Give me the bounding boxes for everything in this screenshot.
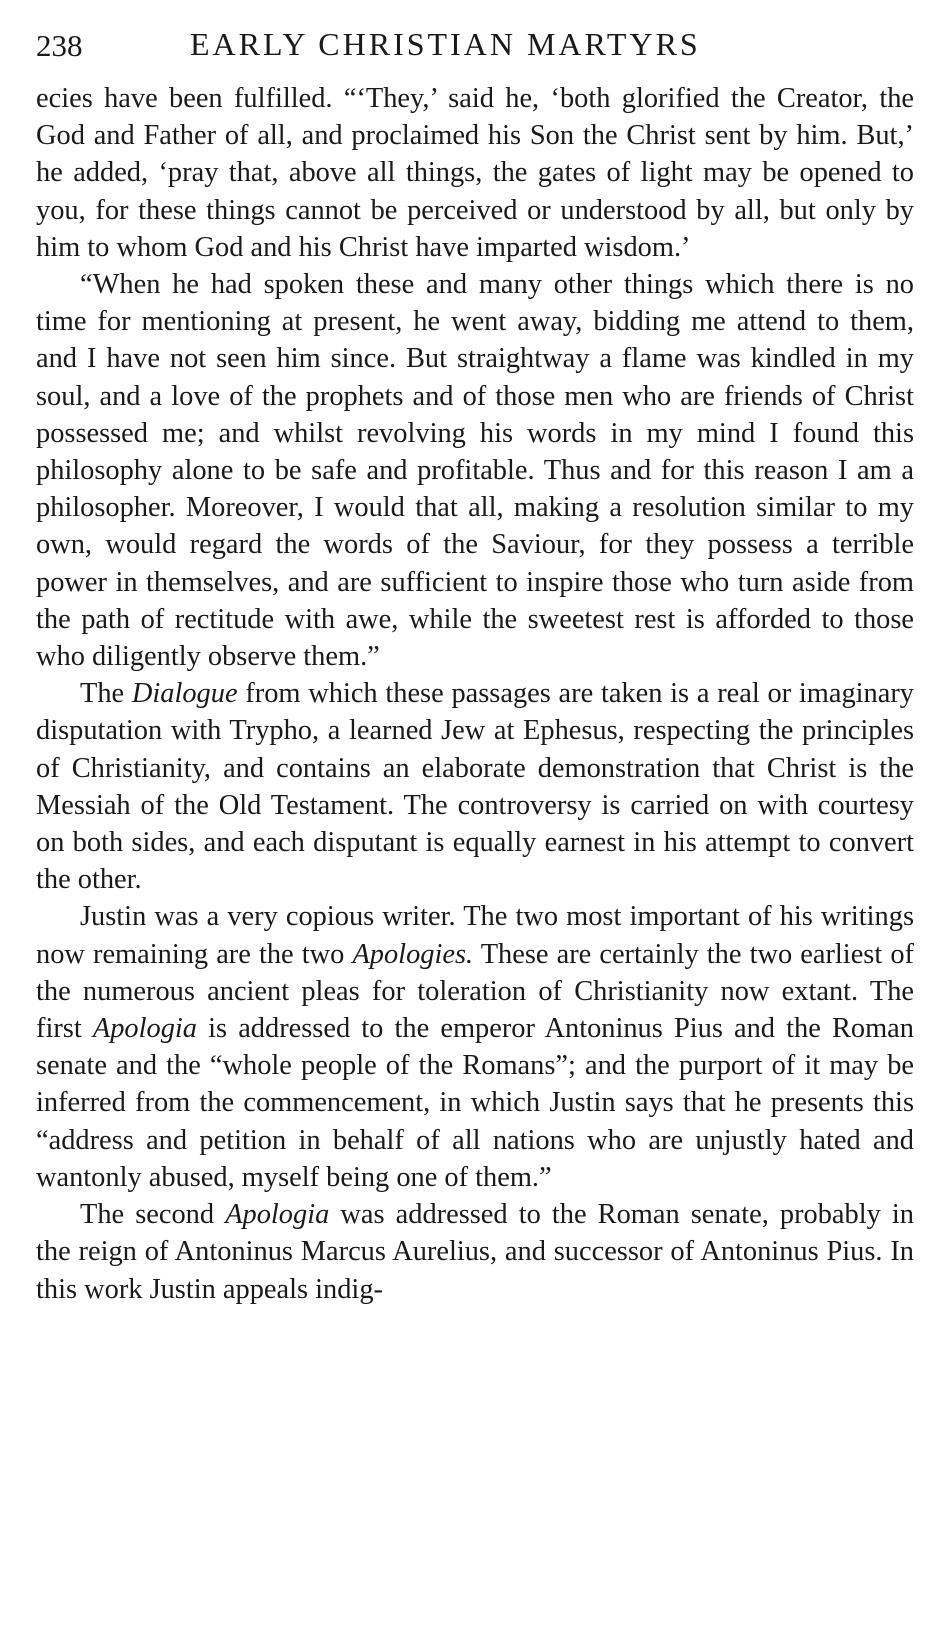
paragraph-apologies (36, 898, 914, 1196)
paragraph-flame-kindled: “When he had spoken these and many other things which there is no time for mentioning at present, he went away, bidding me attend to them, and I have not seen him since. But straightway a flame was kindled in my soul, and a love of the prophets and of those men who are friends of Christ possessed me; and whilst revolving his words in my mind I found this philosophy alone to be safe and profitable. Thus and for this reason I am a philosopher. Moreover, I would that all, making a resolution similar to my own, would regard the words of the Saviour, for they possess a terrible power in themselves, and are sufficient to inspire those who turn aside from the path of rectitude with awe, while the sweetest rest is afforded to those who diligently observe them.” (36, 269, 914, 673)
paragraph-text: The second (80, 1199, 226, 1231)
page-number: 238 (36, 28, 83, 63)
paragraph-text: was addressed to the Roman senate, probably in the reign of Antoninus Marcus Aurelius, and successor of Antoninus Pius. In this work Justin appeals indig- (36, 1199, 914, 1305)
paragraph-text: from which these passages are taken is a real or imaginary disputation with Trypho, a learned Jew at Ephesus, respecting the principles of Christianity, and contains an elaborate demonstration that Christ is the Messiah of the Old Testament. The controversy is carried on with courtesy on both sides, and each disputant is equally earnest in his attempt to convert the other. (36, 678, 914, 896)
book-page (36, 22, 914, 1308)
italic-title-apologia: Apologia (225, 1199, 330, 1231)
running-title: EARLY CHRISTIAN MARTYRS (190, 26, 701, 62)
running-head (36, 22, 914, 80)
paragraph-text: These are certainly the two earliest of the numerous ancient pleas for toleration of Christianity now extant. The first (36, 938, 914, 1045)
paragraph-continued-quote: ecies have been fulfilled. “‘They,’ said he, ‘both glorified the Creator, the God and Father of all, and proclaimed his Son the Christ sent by him. But,’ he added, ‘pray that, above all things, the gates of light may be opened to you, for these things cannot be perceived or understood by all, but only by him to whom God and his Christ have imparted wisdom.’ (36, 83, 914, 263)
paragraph-text: The (80, 678, 132, 710)
body-text (36, 80, 914, 1308)
italic-title-apologies: Apologies. (352, 938, 474, 970)
paragraph-dialogue (36, 675, 914, 898)
italic-title-dialogue: Dialogue (131, 678, 238, 710)
italic-title-apologia: Apologia (92, 1013, 197, 1045)
paragraph-text: Justin was a very copious writer. The two most important of his writings now remaining are the two (36, 901, 914, 970)
paragraph-second-apologia (36, 1196, 914, 1308)
paragraph-text: is addressed to the emperor Antoninus Pius and the Roman senate and the “whole people of the Romans”; and the purport of it may be inferred from the commencement, in which Justin says that he presents this “address and petition in behalf of all nations who are unjustly hated and wantonly abused, myself being one of them.” (36, 1013, 914, 1193)
